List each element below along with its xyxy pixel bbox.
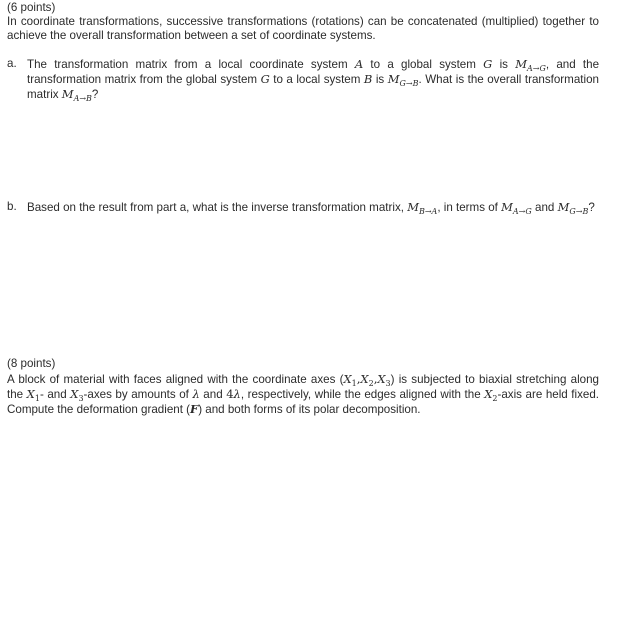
part-b-text-2: , in terms of [437,201,502,214]
part-b-text-4: ? [588,201,595,214]
subscript-3: 3 [78,394,84,403]
x-symbol: X [484,387,493,401]
part-a-text [27,57,599,102]
x-symbol: X [360,372,369,386]
q2-text-2: ) is subjected to biaxial stretching along the [7,373,599,401]
q2-text-6: , respectively, while the edges aligned with the [240,388,485,401]
q2-text-1: A block of material with faces aligned with the coordinate axes ( [7,373,344,386]
part-a-text-3: is [492,58,516,71]
comma: , [373,372,378,386]
system-g-symbol: G [260,72,270,86]
subscript-1: 1 [34,394,40,403]
question-2-text [7,372,599,417]
part-b-text-1: Based on the result from part a, what is the inverse transformation matrix, [27,201,408,214]
lambda-symbol: λ [192,387,200,401]
part-a-text-4: , and the transformation matrix from the global system [27,58,600,86]
part-a-letter: a. [7,57,17,70]
part-a-text-6: is [372,73,388,86]
question-1-part-b [7,200,599,215]
part-b-text-3: and [531,201,558,214]
x-symbol: X [70,387,79,401]
subscript-a-to-g: A→G [526,64,546,73]
part-a-text-7: . What is the overall transformation matrix [27,73,599,101]
subscript-a-to-g: A→G [512,207,532,216]
deformation-gradient-symbol: F [190,402,199,416]
part-a-text-1: The transformation matrix from a local coordinate system [27,58,355,71]
part-a-text-5: to a local system [269,73,364,86]
matrix-symbol: M [501,200,513,214]
matrix-symbol: M [61,87,74,101]
system-b-symbol: B [363,72,373,86]
question-1-part-a [7,57,599,102]
q2-text-5: and [199,388,227,401]
question-1-points: (6 points) [7,1,56,14]
x-symbol: X [377,372,386,386]
system-g-symbol: G [483,57,493,71]
four-coefficient: 4 [226,387,234,401]
x-symbol: X [343,372,352,386]
matrix-symbol: M [515,57,527,71]
matrix-symbol: M [407,200,419,214]
x-symbol: X [26,387,35,401]
lambda-symbol: λ [233,387,241,401]
question-1-intro: In coordinate transformations, successive transformations (rotations) can be concatenated (multiplied) together to achieve the overall transformation between a set of coordinate systems. [7,15,599,42]
question-2-points: (8 points) [7,357,56,370]
subscript-b-to-a: B→A [418,207,438,216]
q2-text-8: ) and both forms of its polar decomposition. [198,403,421,416]
subscript-1: 1 [351,379,357,388]
q2-text-3: - and [39,388,71,401]
comma: , [356,372,361,386]
system-a-symbol: A [354,57,364,71]
subscript-g-to-b: G→B [399,79,419,88]
subscript-2: 2 [492,394,498,403]
part-a-text-8: ? [91,88,99,101]
subscript-2: 2 [368,379,374,388]
q2-text-4: -axes by amounts of [83,388,193,401]
matrix-symbol: M [557,200,570,214]
matrix-symbol: M [387,72,400,86]
subscript-3: 3 [385,379,391,388]
part-b-text [27,200,599,215]
subscript-g-to-b: G→B [569,207,589,216]
part-a-text-2: to a global system [363,58,484,71]
subscript-a-to-b: A→B [73,94,92,103]
part-b-letter: b. [7,200,17,213]
q2-text-7: -axis are held fixed. Compute the deformation gradient ( [7,388,599,416]
